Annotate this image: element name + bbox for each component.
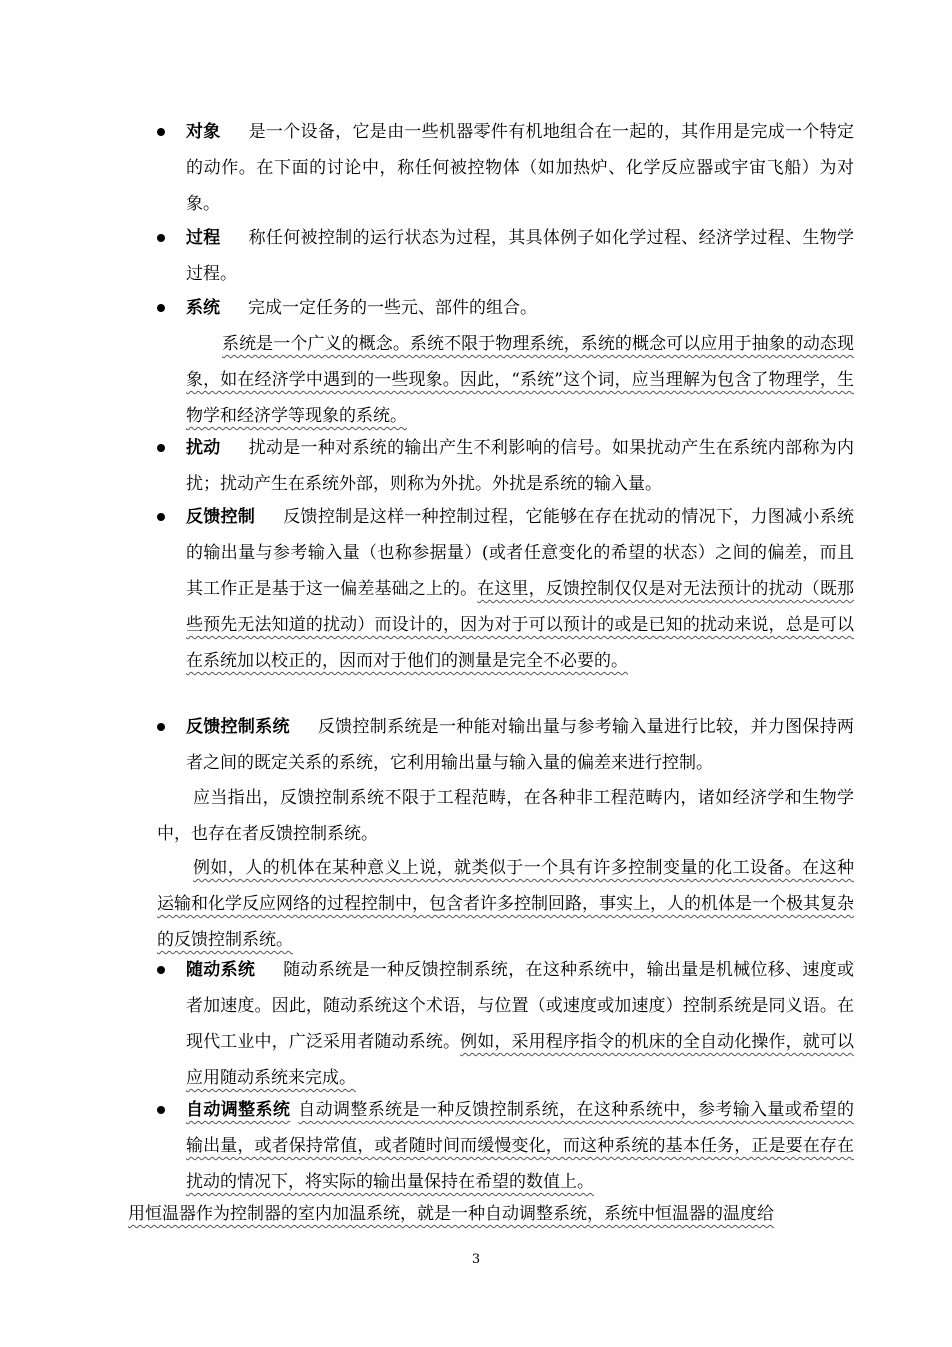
list-item-object bbox=[186, 114, 854, 222]
term-feedback-control: 反馈控制 bbox=[186, 507, 256, 527]
definition-system: 完成一定任务的一些元、部件的组合。 bbox=[248, 298, 537, 318]
last-line-text: 用恒温器作为控制器的室内加温系统，就是一种自动调整系统，系统中恒温器的温度给 bbox=[128, 1204, 774, 1224]
list-item-regulator-system bbox=[186, 1092, 854, 1200]
bullet-icon bbox=[157, 234, 165, 242]
definition-servo-system: 随动系统是一种反馈控制系统，在这种系统中，输出量是机械位移、速度或者加速度。因此，随动系统这个术语，与位置（或速度或加速度）控制系统是同义语。在现代工业中，广泛采用者随动系统。 bbox=[186, 960, 855, 1052]
list-item-feedback-control bbox=[186, 499, 854, 679]
bullet-icon bbox=[157, 1106, 165, 1114]
term-process: 过程 bbox=[186, 228, 221, 248]
definition-object: 是一个设备，它是由一些机器零件有机地组合在一起的，其作用是完成一个特定的动作。在下面的讨论中，称任何被控物体（如加热炉、化学反应器或宇宙飞船）为对象。 bbox=[186, 122, 855, 214]
definition-feedback-control: 反馈控制是这样一种控制过程，它能够在存在扰动的情况下，力图减小系统的输出量与参考输入量（也称参据量）(或者任意变化的希望的状态）之间的偏差，而且其工作正是基于这一偏差基础之上的。 bbox=[186, 507, 855, 599]
definition-feedback-control-note: 在这里，反馈控制仅仅是对无法预计的扰动（既那些预先无法知道的扰动）而设计的，因为对于可以预计的或是已知的扰动来说，总是可以在系统加以校正的，因而对于他们的测量是完全不必要的。 bbox=[186, 579, 855, 671]
feedback-example-paragraph bbox=[157, 850, 854, 958]
system-note-text: 系统是一个广义的概念。系统不限于物理系统，系统的概念可以应用于抽象的动态现象，如在经济学中遇到的一些现象。因此，“系统”这个词，应当理解为包含了物理学，生物学和经济学等现象的系统。 bbox=[186, 334, 854, 426]
feedback-note-paragraph bbox=[157, 780, 854, 852]
term-disturbance: 扰动 bbox=[186, 438, 221, 458]
definition-servo-system-example: 例如，采用程序指令的机床的全自动化操作，就可以应用随动系统来完成。 bbox=[186, 1032, 855, 1088]
bullet-icon bbox=[157, 128, 165, 136]
bullet-icon bbox=[157, 444, 165, 452]
term-object: 对象 bbox=[186, 122, 221, 142]
definition-disturbance: 扰动是一种对系统的输出产生不利影响的信号。如果扰动产生在系统内部称为内扰；扰动产生在系统外部，则称为外扰。外扰是系统的输入量。 bbox=[186, 438, 855, 494]
last-line bbox=[128, 1196, 854, 1232]
list-item-system bbox=[186, 290, 854, 326]
bullet-icon bbox=[157, 513, 165, 521]
list-item-process bbox=[186, 220, 854, 292]
feedback-note-text: 应当指出，反馈控制系统不限于工程范畴，在各种非工程范畴内，诸如经济学和生物学中，也存在者反馈控制系统。 bbox=[157, 788, 854, 844]
term-regulator-system: 自动调整系统 bbox=[186, 1100, 291, 1120]
bullet-icon bbox=[157, 723, 165, 731]
term-servo-system: 随动系统 bbox=[186, 960, 256, 980]
term-feedback-control-system: 反馈控制系统 bbox=[186, 717, 290, 737]
feedback-example-text: 例如，人的机体在某种意义上说，就类似于一个具有许多控制变量的化工设备。在这种运输和化学反应网络的过程控制中，包含者许多控制回路，事实上，人的机体是一个极其复杂的反馈控制系统。 bbox=[157, 858, 854, 950]
bullet-icon bbox=[157, 966, 165, 974]
list-item-servo-system bbox=[186, 952, 854, 1096]
list-item-feedback-control-system bbox=[186, 709, 854, 781]
definition-feedback-control-system: 反馈控制系统是一种能对输出量与参考输入量进行比较，并力图保持两者之间的既定关系的系统，它利用输出量与输入量的偏差来进行控制。 bbox=[186, 717, 855, 773]
bullet-icon bbox=[157, 304, 165, 312]
page-number: 3 bbox=[471, 1252, 481, 1267]
term-system: 系统 bbox=[186, 298, 220, 318]
definition-process: 称任何被控制的运行状态为过程，其具体例子如化学过程、经济学过程、生物学过程。 bbox=[186, 228, 855, 284]
list-item-disturbance bbox=[186, 430, 854, 502]
system-note bbox=[186, 326, 854, 434]
definition-regulator-system: 自动调整系统是一种反馈控制系统，在这种系统中，参考输入量或希望的输出量，或者保持常值，或者随时间而缓慢变化，而这种系统的基本任务，正是要在存在扰动的情况下，将实际的输出量保持在希望的数值上。 bbox=[186, 1100, 855, 1192]
